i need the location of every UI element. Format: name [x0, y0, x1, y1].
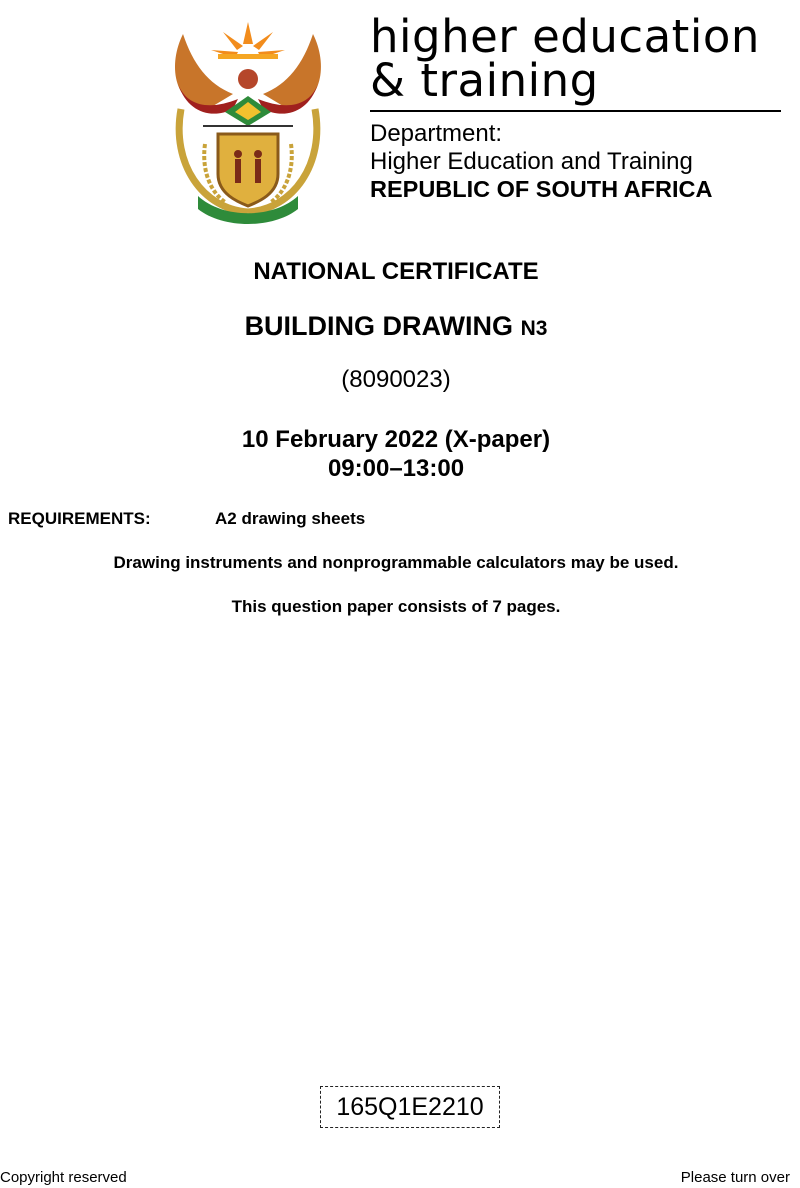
subject-level: N3 [520, 317, 548, 340]
department-label: Department: [370, 120, 503, 147]
certificate-title: NATIONAL CERTIFICATE [253, 258, 539, 285]
department-name: Higher Education and Training [370, 148, 693, 175]
footer-turn-over: Please turn over [680, 1169, 790, 1186]
brand-divider [370, 110, 781, 112]
exam-time: 09:00–13:00 [327, 455, 465, 482]
country-name: REPUBLIC OF SOUTH AFRICA [370, 176, 713, 202]
footer-copyright: Copyright reserved [0, 1169, 127, 1186]
instruments-note: Drawing instruments and nonprogrammable calculators may be used. [113, 553, 679, 572]
subject-name: BUILDING DRAWING [244, 311, 514, 341]
requirements-value: A2 drawing sheets [215, 509, 366, 528]
brand-line-2: & training [370, 54, 599, 107]
pages-note: This question paper consists of 7 pages. [231, 597, 561, 616]
paper-code-box: 165Q1E2210 [320, 1086, 500, 1128]
exam-date: 10 February 2022 (X-paper) [241, 426, 551, 453]
subject-title [0, 311, 792, 342]
coat-of-arms-logo [163, 14, 333, 224]
subject-code: (8090023) [341, 366, 451, 393]
requirements-label: REQUIREMENTS: [8, 509, 151, 528]
brand-line-1: higher education [370, 10, 760, 63]
